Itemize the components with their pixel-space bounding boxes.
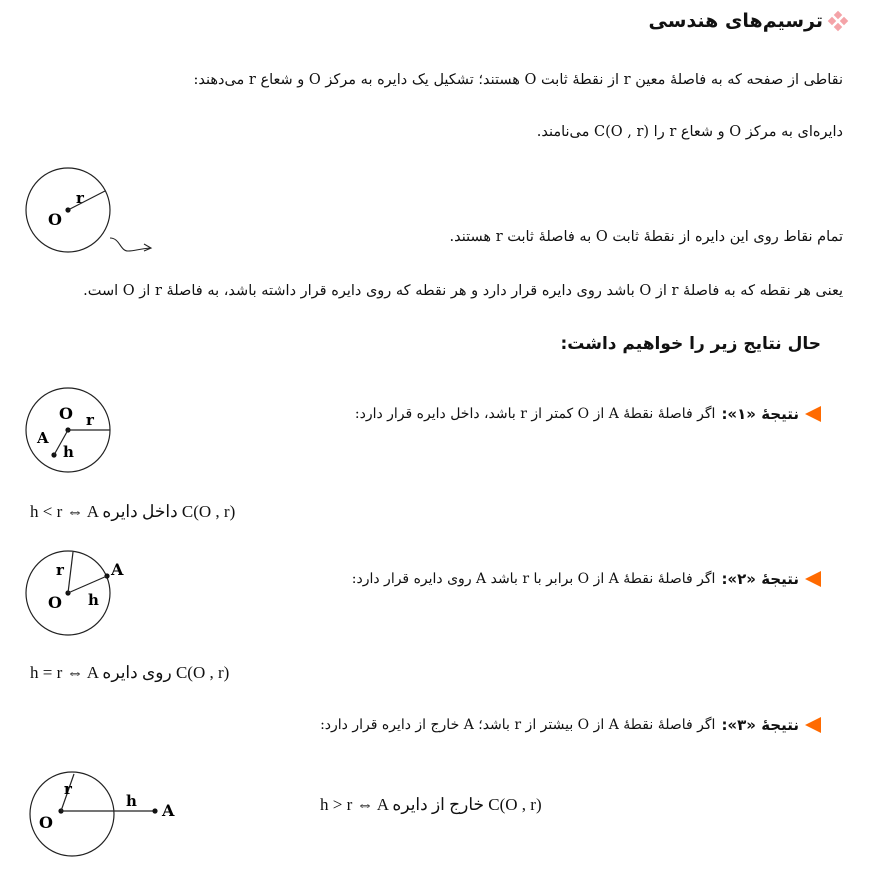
result-2-figure: [20, 548, 150, 638]
intro-line-3: یعنی هر نقطه که به فاصلهٔ r از O باشد روی دایره قرار دارد و هر نقطه که روی دایره قرار داشته باشد، به فاصلهٔ r از O است.: [83, 283, 843, 299]
result-3-text: اگر فاصلهٔ نقطهٔ A از O بیشتر از r باشد؛ A خارج از دایره قرار دارد:: [320, 717, 716, 733]
result-1-title: نتیجهٔ «۱»:: [721, 405, 799, 423]
result-2-text: اگر فاصلهٔ نقطهٔ A از O برابر با r باشد A روی دایره قرار دارد:: [351, 571, 716, 587]
center-label: O: [48, 210, 62, 229]
svg-text:h: h: [88, 591, 99, 609]
svg-text:A: A: [162, 801, 175, 820]
main-circle-figure: [20, 165, 170, 265]
figure-note: تمام نقاط روی این دایره از نقطهٔ ثابت O به فاصلهٔ ثابت r هستند.: [449, 229, 843, 245]
result-1-text: اگر فاصلهٔ نقطهٔ A از O کمتر از r باشد، داخل دایره قرار دارد:: [354, 406, 716, 422]
result-2-title: نتیجهٔ «۲»:: [721, 570, 799, 588]
intro-line-1: نقاطی از صفحه که به فاصلهٔ معین r از نقطهٔ ثابت O هستند؛ تشکیل یک دایره به مرکز O و شعاع r می‌دهند:: [193, 72, 843, 88]
result-1-figure: [20, 385, 120, 475]
result-1: [355, 405, 821, 423]
result-3-figure: [20, 768, 190, 863]
radius-label: r: [76, 189, 84, 207]
triangle-marker-icon: [805, 571, 821, 587]
svg-text:r: r: [56, 561, 64, 579]
result-3-formula: h > r ⇔ A خارج از دایره C(O , r): [320, 795, 542, 814]
section-title-text: ترسیم‌های هندسی: [648, 10, 823, 32]
result-3-title: نتیجهٔ «۳»:: [721, 716, 799, 734]
svg-text:r: r: [86, 411, 94, 429]
svg-text:A: A: [37, 429, 49, 447]
triangle-marker-icon: [805, 717, 821, 733]
result-1-formula: h < r ⇔ A داخل دایره C(O , r): [30, 502, 236, 521]
result-2-formula: h = r ⇔ A روی دایره C(O , r): [30, 663, 230, 682]
svg-text:O: O: [39, 813, 53, 832]
result-3: [320, 716, 821, 734]
svg-text:h: h: [126, 792, 137, 810]
svg-text:r: r: [64, 780, 72, 798]
diamond-bullet-icon: [829, 12, 847, 30]
triangle-marker-icon: [805, 406, 821, 422]
svg-text:h: h: [63, 443, 74, 461]
svg-text:A: A: [111, 560, 124, 579]
svg-text:O: O: [59, 404, 73, 423]
intro-line-2: دایره‌ای به مرکز O و شعاع r را C(O , r) می‌نامند.: [536, 124, 843, 140]
result-2: [352, 570, 821, 588]
results-subheading: حال نتایج زیر را خواهیم داشت:: [560, 334, 821, 354]
section-title: [649, 10, 847, 32]
svg-text:O: O: [48, 593, 62, 612]
